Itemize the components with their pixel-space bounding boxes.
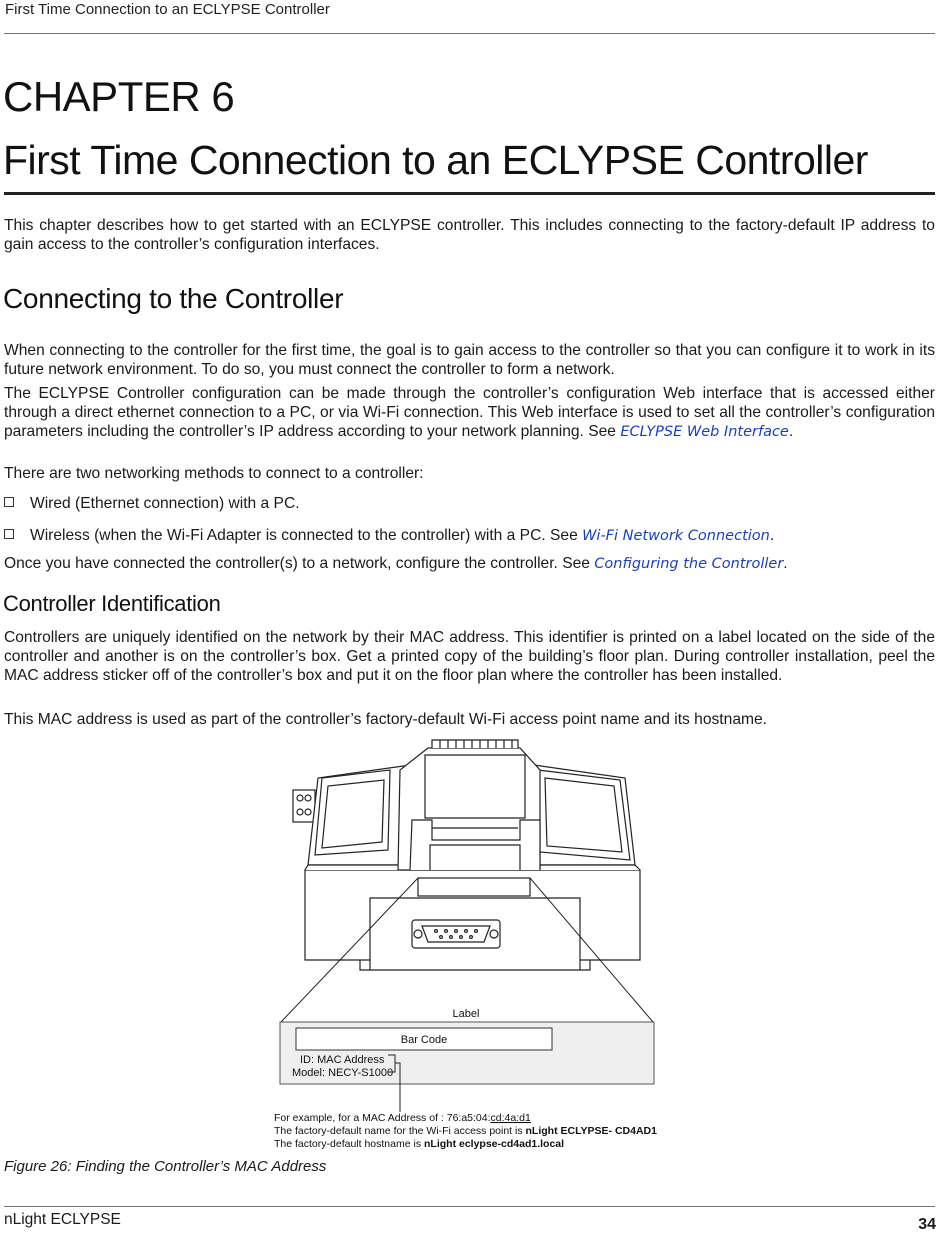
figure-caption: Figure 26: Finding the Controller’s MAC Address xyxy=(4,1158,327,1175)
page-number: 34 xyxy=(918,1216,936,1233)
connecting-paragraph-1: When connecting to the controller for the first time, the goal is to gain access to the controller so that you can configure it to work in its future network environment. To do so, you must connect the controller to form a network. xyxy=(4,342,935,378)
connecting-paragraph-2-text: The ECLYPSE Controller configuration can be made through the controller’s configuration Web interface that is accessed either through a direct ethernet connection to a PC, or via Wi-Fi connection. This Web interface is used to set all the controller’s configuration parameters including the controller’s IP address according to your network planning. See xyxy=(4,385,935,440)
example-line-mac xyxy=(274,1112,531,1124)
section-heading-identification: Controller Identification xyxy=(3,591,221,616)
title-rule xyxy=(4,192,935,195)
bar-code-text: Bar Code xyxy=(400,1034,448,1046)
identification-paragraph-2: This MAC address is used as part of the controller’s factory-default Wi-Fi access point name and its hostname. xyxy=(4,711,767,728)
example-line-host xyxy=(274,1138,564,1150)
example-wifi-prefix: The factory-default name for the Wi-Fi access point is xyxy=(274,1125,526,1137)
label-model-line: Model: NECY-S1000 xyxy=(292,1067,394,1079)
eclypse-web-interface-link[interactable]: ECLYPSE Web Interface xyxy=(620,424,789,440)
example-wifi-value: nLight ECLYPSE- CD4AD1 xyxy=(525,1125,657,1137)
bullet-wired-text: Wired (Ethernet connection) with a PC. xyxy=(30,495,300,512)
bullet-wireless xyxy=(4,526,774,546)
chapter-title: First Time Connection to an ECLYPSE Controller xyxy=(3,137,868,183)
example-host-value: nLight eclypse-cd4ad1.local xyxy=(424,1138,565,1150)
example-host-prefix: The factory-default hostname is xyxy=(274,1138,424,1150)
wifi-network-connection-link[interactable]: Wi-Fi Network Connection xyxy=(582,528,770,544)
example-line-wifi xyxy=(274,1125,657,1137)
bullet-square-icon xyxy=(4,529,14,539)
configuring-controller-link[interactable]: Configuring the Controller xyxy=(594,556,784,572)
connecting-paragraph-2 xyxy=(4,384,935,442)
controller-drawing xyxy=(293,740,640,970)
controller-figure xyxy=(0,730,950,1160)
connecting-paragraph-4-end: . xyxy=(783,555,788,572)
bullet-wireless-text: Wireless (when the Wi-Fi Adapter is connected to the controller) with a PC. See xyxy=(30,527,583,544)
chapter-label: CHAPTER 6 xyxy=(3,73,235,120)
footer-product-name: nLight ECLYPSE xyxy=(4,1211,121,1228)
bullet-wireless-end: . xyxy=(769,527,775,544)
intro-paragraph: This chapter describes how to get started with an ECLYPSE controller. This includes connecting to the factory-default IP address to gain access to the controller’s configuration interfaces. xyxy=(4,217,935,253)
identification-paragraph-1: Controllers are uniquely identified on the network by their MAC address. This identifier is printed on a label located on the side of the controller and another is on the controller’s box. Get a printed copy of the building’s floor plan. During controller installation, peel the MAC address sticker off of the controller’s box and put it on the floor plan where the controller has been installed. xyxy=(4,629,935,684)
example-mac-prefix: For example, for a MAC Address of : 76:a5:04: xyxy=(274,1112,491,1124)
footer-rule xyxy=(4,1206,935,1207)
label-id-line: ID: MAC Address xyxy=(300,1054,385,1066)
connecting-paragraph-3: There are two networking methods to connect to a controller: xyxy=(4,465,424,482)
running-header: First Time Connection to an ECLYPSE Controller xyxy=(5,1,330,18)
bullet-wired xyxy=(4,494,300,513)
connecting-paragraph-2-end: . xyxy=(788,423,794,440)
connecting-paragraph-4 xyxy=(4,554,935,574)
section-heading-connecting: Connecting to the Controller xyxy=(3,283,344,314)
label-title: Label xyxy=(452,1008,480,1020)
example-mac-underlined: cd:4a:d1 xyxy=(490,1112,531,1124)
header-rule xyxy=(4,33,935,34)
connecting-paragraph-4-text: Once you have connected the controller(s) to a network, configure the controller. See xyxy=(4,555,595,572)
bullet-square-icon xyxy=(4,497,14,507)
